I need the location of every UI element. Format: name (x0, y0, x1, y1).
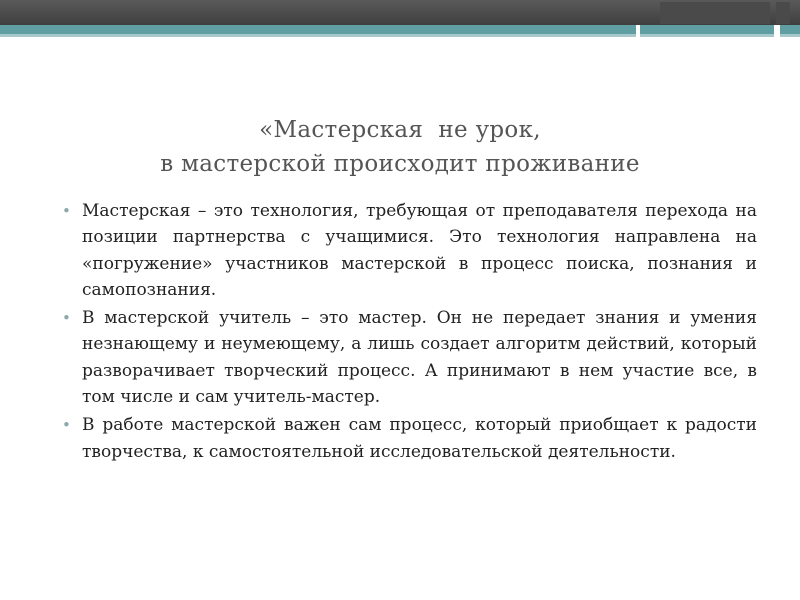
stripe-tick-decoration (636, 25, 640, 37)
bullet-item (60, 412, 757, 465)
bullet-icon: • (62, 202, 71, 220)
slide-title-line-1: «Мастерская не урок, (259, 117, 541, 143)
bullet-icon: • (62, 309, 71, 328)
bullet-text: В работе мастерской важен сам процесс, который приобщает к радости творчества, к самостоятельной исследовательской деятельности. (82, 415, 757, 462)
header-tab-decoration-small (776, 2, 790, 24)
accent-stripe (0, 25, 800, 34)
bullet-item (60, 305, 757, 410)
header-tab-decoration (660, 2, 770, 24)
bullet-list (60, 198, 757, 467)
slide-title (80, 113, 720, 181)
accent-stripe-light (0, 34, 800, 37)
bullet-item (60, 198, 757, 303)
stripe-tick-decoration (774, 25, 780, 37)
slide-title-line-2: в мастерской происходит проживание (160, 151, 640, 177)
bullet-icon: • (62, 416, 71, 435)
bullet-text: Мастерская – это технология, требующая от преподавателя перехода на позиции партнерства с учащимися. Это технология направлена на «погружение» участников мастерской в процесс поиска, познания и самопознания. (82, 201, 757, 300)
bullet-text: В мастерской учитель – это мастер. Он не передает знания и умения незнающему и неумеющему, а лишь создает алгоритм действий, который разворачивает творческий процесс. А принимают в нем участие все, в том числе и сам учитель-мастер. (82, 308, 757, 408)
